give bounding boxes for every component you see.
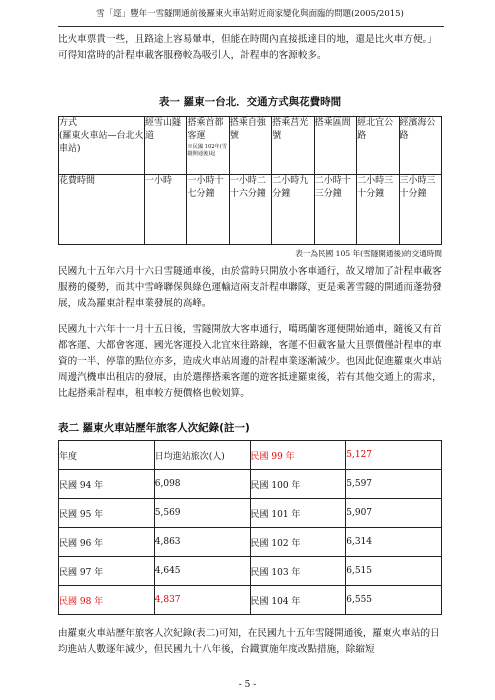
table2-val-l: 5,569 — [154, 499, 250, 528]
table1-col-7-label: 經濱海公路 — [399, 118, 436, 141]
table1-time-2: 一小時十七分鐘 — [187, 175, 229, 245]
running-header: 雪「逕」豐年一雪隧開通前後羅東火車站附近商家變化與面臨的問題(2005/2015) — [96, 9, 404, 19]
table2-val-r: 5,907 — [346, 499, 442, 528]
table2-header-year: 年度 — [59, 441, 155, 470]
table2-header-count: 日均進站旅次(人) — [154, 441, 250, 470]
table2-year-l: 民國 95 年 — [59, 499, 155, 528]
page-number: - 5 - — [238, 680, 257, 690]
table2-year-r: 民國 102 年 — [250, 528, 346, 557]
table1-time-6: 二小時三十分鐘 — [357, 175, 399, 245]
table1-col-4 — [272, 117, 314, 175]
table2-year-l: 民國 97 年 — [59, 557, 155, 586]
table-row — [59, 441, 442, 470]
paragraph-1: 比火車票貴一些，且路途上容易暈車，但能在時間內直接抵達目的地，還是比火車方便。」可得知當時的計程車載客服務較為吸引人，計程車的客源較多。 — [58, 34, 437, 61]
table2-year-r: 民國 101 年 — [250, 499, 346, 528]
table1-time-5: 二小時十三分鐘 — [314, 175, 356, 245]
table2-val-l: 6,098 — [154, 470, 250, 499]
table-row — [59, 470, 442, 499]
table-row — [59, 557, 442, 586]
table1-time-7: 三小時三十分鐘 — [399, 175, 441, 245]
table1-col-7 — [399, 117, 441, 175]
table1-col-2 — [187, 117, 229, 175]
table1-col-5-label: 搭乘區間 — [314, 118, 351, 128]
table1-col-5 — [314, 117, 356, 175]
table1-col-2-label: 搭乘首都客運 — [187, 118, 224, 141]
table1-col-4-label: 搭乘莒光號 — [272, 118, 309, 141]
table2-val-r: 6,555 — [346, 586, 442, 615]
table-passenger-records — [58, 440, 442, 615]
table2-year-r: 民國 100 年 — [250, 470, 346, 499]
table1-col-2-note: ※民國 102年(雪隧開通後)起 — [187, 144, 227, 157]
paragraph-2: 民國九十五年六月十六日雪隧通車後，由於當時只開放小客車通行，故又增加了計程車載客服務的優勢，而其中雪峰聯保與綠色運輸這兩支計程車聯隊，更是乘著雪隧的開通而蓬勃發展，成為羅東計程車業發展的高峰。 — [58, 266, 442, 309]
table2-val-l: 4,645 — [154, 557, 250, 586]
table1-col-3 — [229, 117, 271, 175]
table2-val-l: 4,837 — [154, 586, 250, 615]
table1-col-6-label: 經北宜公路 — [357, 118, 394, 141]
paragraph-3: 民國九十六年十一月十五日後，雪隧開放大客車通行，噶瑪蘭客運便開始通車，隨後又有首都客運、大都會客運、國光客運投入北宜來往路線，客運不但載客量大且票價僅計程車的車資的一半、停靠的點位亦多，造成火車站周邊的計程車業逐漸減少。也因此促進羅東火車站周邊汽機車出租店的發展，由於選擇搭乘客運的遊客抵達羅東後，若有其他交通上的需求，比起搭乘計程車，租車較方便價格也較划算。 — [58, 324, 442, 399]
table1-row-label: 花費時間 — [59, 175, 145, 245]
table2-val-l: 4,863 — [154, 528, 250, 557]
table-row — [59, 499, 442, 528]
table1-time-3: 一小時二十六分鐘 — [229, 175, 271, 245]
table2-year-l: 民國 94 年 — [59, 470, 155, 499]
table1-header-label-text: 方式 (羅東火車站—台北火車站) — [59, 118, 144, 154]
table1-time-4: 二小時九分鐘 — [272, 175, 314, 245]
table1-col-3-label: 搭乘自強號 — [229, 118, 266, 141]
table2-header-right-val: 5,127 — [346, 441, 442, 470]
table-transport-times — [58, 116, 442, 245]
table1-time-1: 一小時 — [145, 175, 187, 245]
table2-year-l: 民國 98 年 — [59, 586, 155, 615]
table-row — [59, 586, 442, 615]
table2-val-r: 5,597 — [346, 470, 442, 499]
table1-note: 表一為民國 105 年(雪隧開通後)的交通時間 — [295, 249, 442, 258]
table2-caption: 表二 羅東火車站歷年旅客人次紀錄(註一) — [58, 422, 250, 434]
header-rule — [58, 26, 444, 27]
table1-header-label — [59, 117, 145, 175]
paragraph-4: 由羅東火車站歷年旅客人次紀錄(表二)可知，在民國九十五年雪隧開通後，羅東火車站的日均進站人數逐年減少，但民國九十八年後，台鐵實施年度改點措施，除縮短 — [58, 628, 440, 655]
table1-col-6 — [357, 117, 399, 175]
table2-year-r: 民國 103 年 — [250, 557, 346, 586]
table-row — [59, 528, 442, 557]
table2-year-l: 民國 96 年 — [59, 528, 155, 557]
table1-caption: 表一 羅東一台北．交通方式與花費時間 — [158, 96, 342, 108]
table1-col-1-label: 經雪山隧道 — [145, 118, 182, 141]
table2-val-r: 6,515 — [346, 557, 442, 586]
table2-header-right-year: 民國 99 年 — [250, 441, 346, 470]
table1-col-1 — [145, 117, 187, 175]
table2-year-r: 民國 104 年 — [250, 586, 346, 615]
table2-val-r: 6,314 — [346, 528, 442, 557]
